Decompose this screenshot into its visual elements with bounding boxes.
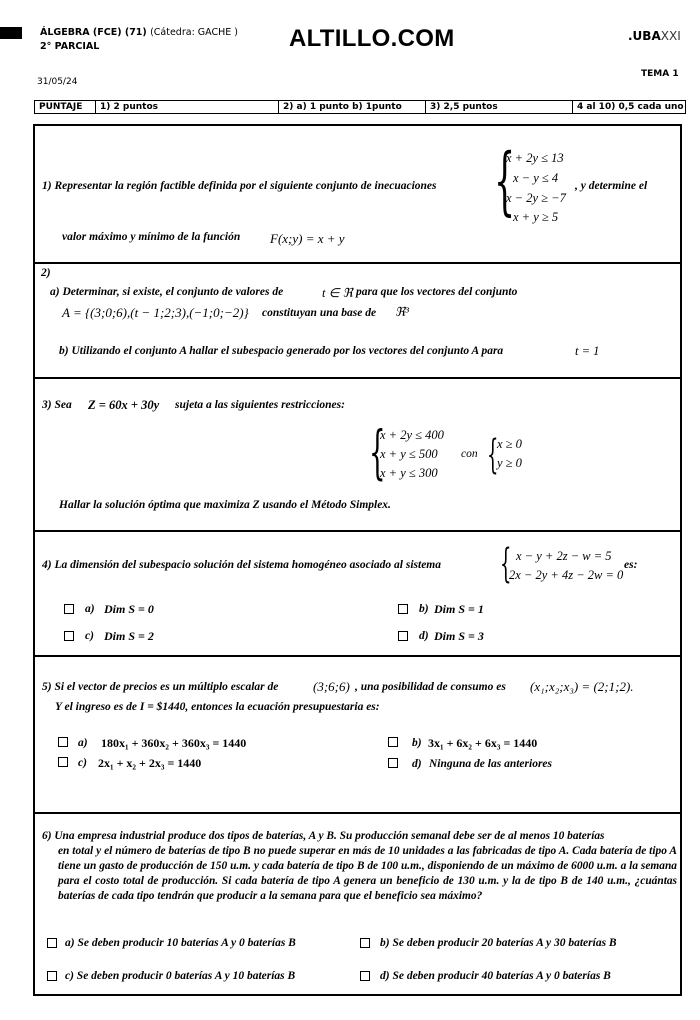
- q2-r3: ℜ³: [395, 305, 409, 319]
- score-cell: 3) 2,5 puntos: [426, 101, 573, 113]
- uba-logo: .UBAXXI: [628, 29, 681, 43]
- q4-eq: 2x − 2y + 4z − 2w = 0: [509, 568, 624, 582]
- score-cell: 1) 2 puntos: [96, 101, 279, 113]
- tema-label: TEMA 1: [641, 69, 679, 79]
- separator: [33, 262, 682, 264]
- q5-option-c-checkbox[interactable]: [58, 757, 68, 767]
- q6-option-c-checkbox[interactable]: [47, 971, 57, 981]
- q2a-tail: para que los vectores del conjunto: [356, 286, 518, 298]
- q6-option-a-checkbox[interactable]: [47, 938, 57, 948]
- q4-option-a-checkbox[interactable]: [64, 604, 74, 614]
- q3-constraint: x + y ≤ 300: [380, 466, 438, 480]
- q5-option-a-checkbox[interactable]: [58, 737, 68, 747]
- q6-statement: 6) Una empresa industrial produce dos tipos de baterías, A y B. Su producción semanal debe ser de al menos 10 baterías en total y el número de baterías de tipo B no puede superar en más de 10 unidades a las fabricadas de tipo A. Cada batería de tipo A tiene un gasto de producción de 150 u.m. y cada batería de tipo B de 100 u.m., disponiendo de un máximo de 6000 u.m. a la semana para el costo total de producción. Si cada batería de tipo A genera un beneficio de 130 u.m. y la de tipo B de 140 u.m., ¿cuántas baterías de cada tipo tendrán que producir a la semana para que el beneficio sea máximo?: [42, 830, 677, 902]
- q5-option-a-math: 180x₁ + 360x₂ + 360x₃ = 1440: [101, 736, 247, 750]
- q4-option-c-checkbox[interactable]: [64, 631, 74, 641]
- q2b-text: b) Utilizando el conjunto A hallar el subespacio generado por los vectores del conjunto A para: [59, 345, 504, 357]
- q4-option-c-math: Dim S = 2: [104, 629, 154, 643]
- brand-logo: ALTILLO.COM: [289, 25, 455, 52]
- score-table: [34, 100, 686, 114]
- q2a-var: t ∈ ℜ: [322, 286, 353, 300]
- q5-vector: (3;6;6): [313, 679, 350, 694]
- q1-function: F(x;y) = x + y: [270, 231, 345, 246]
- q1-tail: , y determine el: [575, 180, 648, 192]
- q5-mid: , una posibilidad de consumo es: [355, 681, 506, 693]
- q2a-text: a) Determinar, si existe, el conjunto de valores de: [50, 286, 284, 298]
- q3-con: con: [461, 448, 478, 460]
- q4-option-b-label: b): [419, 603, 429, 615]
- q5-text: 5) Si el vector de precios es un múltiplo escalar de: [42, 681, 279, 693]
- q4-option-b-checkbox[interactable]: [398, 604, 408, 614]
- q3-final: Hallar la solución óptima que maximiza Z usando el Método Simplex.: [59, 499, 391, 511]
- q5-option-b-label: b): [412, 737, 422, 749]
- q1-text: 1) Representar la región factible definida por el siguiente conjunto de inecuaciones: [42, 180, 437, 192]
- margin-black-bar: [0, 27, 22, 39]
- q3-constraint: x + y ≤ 500: [380, 447, 438, 461]
- q3-brace-nonneg: {: [487, 432, 499, 478]
- score-cell: PUNTAJE: [35, 101, 96, 113]
- separator: [33, 812, 682, 814]
- q1-ineq: x + 2y ≤ 13: [506, 151, 564, 165]
- q6-option-b-checkbox[interactable]: [360, 938, 370, 948]
- q6-option-d-label: d) Se deben producir 40 baterías A y 0 baterías B: [380, 970, 611, 982]
- separator: [33, 530, 682, 532]
- course-title: ÁLGEBRA (FCE) (71) (Cátedra: GACHE ): [40, 27, 238, 38]
- q1-ineq: x + y ≥ 5: [513, 210, 559, 224]
- q4-es: es:: [624, 559, 638, 571]
- q6-option-d-checkbox[interactable]: [360, 971, 370, 981]
- q2b-val: t = 1: [575, 344, 600, 358]
- score-cell: 4 al 10) 0,5 cada uno: [577, 102, 684, 112]
- q1-ineq: x − y ≤ 4: [513, 171, 559, 185]
- exam-date: 31/05/24: [37, 77, 78, 87]
- q5-option-a-label: a): [78, 737, 88, 749]
- q5-option-d-checkbox[interactable]: [388, 758, 398, 768]
- separator: [33, 655, 682, 657]
- q3-text: 3) Sea: [42, 399, 72, 411]
- q2-number: 2): [41, 267, 51, 279]
- q5-option-b-math: 3x₁ + 6x₂ + 6x₃ = 1440: [428, 736, 538, 750]
- q5-option-c-math: 2x₁ + x₂ + 2x₃ = 1440: [98, 756, 202, 770]
- q3-constraint: x + 2y ≤ 400: [380, 428, 444, 442]
- q5-option-c-label: c): [78, 757, 87, 769]
- q5-line2: Y el ingreso es de I = $1440, entonces la ecuación presupuestaria es:: [55, 701, 380, 713]
- q4-text: 4) La dimensión del subespacio solución del sistema homogéneo asociado al sistema: [42, 559, 441, 571]
- q4-option-d-checkbox[interactable]: [398, 631, 408, 641]
- exam-name: 2° PARCIAL: [40, 41, 100, 52]
- q1-line2: valor máximo y mínimo de la función: [62, 231, 241, 243]
- q4-option-a-label: a): [85, 603, 95, 615]
- q4-brace: {: [500, 541, 512, 587]
- q2-set-a: A = {(3;0;6),(t − 1;2;3),(−1;0;−2)}: [62, 305, 249, 320]
- q6-option-a-label: a) Se deben producir 10 baterías A y 0 baterías B: [65, 937, 296, 949]
- q3-brace: {: [369, 418, 386, 486]
- q6-option-b-label: b) Se deben producir 20 baterías A y 30 baterías B: [380, 937, 617, 949]
- q2-set-tail: constituyan una base de: [262, 307, 377, 319]
- q3-objective: Z = 60x + 30y: [88, 398, 160, 412]
- separator: [33, 377, 682, 379]
- q4-option-a-math: Dim S = 0: [104, 602, 154, 616]
- q6-option-c-label: c) Se deben producir 0 baterías A y 10 baterías B: [65, 970, 296, 982]
- q4-option-d-label: d): [419, 630, 429, 642]
- q5-option-d-text: Ninguna de las anteriores: [429, 758, 553, 770]
- q4-option-c-label: c): [85, 630, 94, 642]
- q3-nonneg: y ≥ 0: [497, 456, 522, 470]
- q5-consumption: (x₁;x₂;x₃) = (2;1;2).: [530, 679, 634, 694]
- q4-option-d-math: Dim S = 3: [434, 629, 484, 643]
- q4-option-b-math: Dim S = 1: [434, 602, 484, 616]
- score-cell: 2) a) 1 punto b) 1punto: [279, 101, 426, 113]
- q1-ineq: x − 2y ≥ −7: [506, 191, 566, 205]
- q1-brace: {: [494, 138, 516, 224]
- q4-eq: x − y + 2z − w = 5: [516, 549, 612, 563]
- q3-tail: sujeta a las siguientes restricciones:: [175, 399, 345, 411]
- q5-option-b-checkbox[interactable]: [388, 737, 398, 747]
- q3-nonneg: x ≥ 0: [497, 437, 522, 451]
- q5-option-d-label: d): [412, 758, 422, 770]
